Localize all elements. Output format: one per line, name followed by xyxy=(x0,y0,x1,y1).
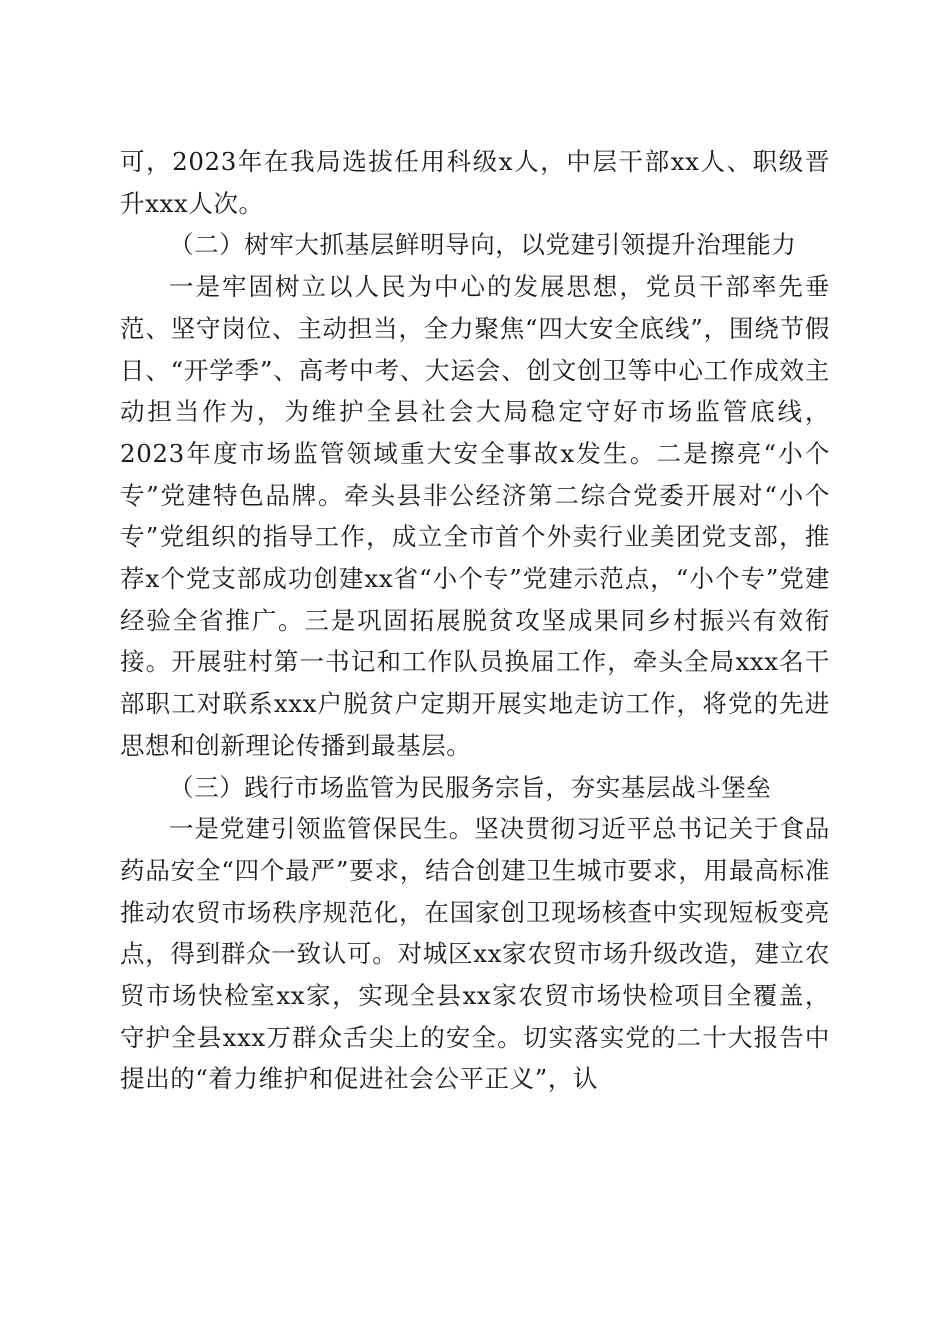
section-heading-3: （三）践行市场监管为民服务宗旨，夯实基层战斗堡垒 xyxy=(169,772,772,802)
document-body xyxy=(120,141,830,1100)
paragraph-section-2: 一是牢固树立以人民为中心的发展思想，党员干部率先垂范、坚守岗位、主动担当，全力聚焦“四大安全底线”，围绕节假日、“开学季”、高考中考、大运会、创文创卫等中心工作成效主动担当作为，为维护全县社会大局稳定守好市场监管底线，2023年度市场监管领域重大安全事故x发生。二是擦亮“小个专”党建特色品牌。牵头县非公经济第二综合党委开展对“小个专”党组织的指导工作，成立全市首个外卖行业美团党支部，推荐x个党支部成功创建xx省“小个专”党建示范点，“小个专”党建经验全省推广。三是巩固拓展脱贫攻坚成果同乡村振兴有效衔接。开展驻村第一书记和工作队员换届工作，牵头全局xxx名干部职工对联系xxx户脱贫户定期开展实地走访工作，将党的先进思想和创新理论传播到最基层。 xyxy=(120,272,830,760)
section-heading-2: （二）树牢大抓基层鲜明导向，以党建引领提升治理能力 xyxy=(169,230,797,260)
paragraph-section-3: 一是党建引领监管保民生。坚决贯彻习近平总书记关于食品药品安全“四个最严”要求，结合创建卫生城市要求，用最高标准推动农贸市场秩序规范化，在国家创卫现场核查中实现短板变亮点，得到群众一致认可。对城区xx家农贸市场升级改造，建立农贸市场快检室xx家，实现全县xx家农贸市场快检项目全覆盖，守护全县xxx万群众舌尖上的安全。切实落实党的二十大报告中提出的“着力维护和促进社会公平正义”，认 xyxy=(120,814,830,1094)
paragraph-continuation: 可，2023年在我局选拔任用科级x人，中层干部xx人、职级晋升xxx人次。 xyxy=(120,147,830,218)
